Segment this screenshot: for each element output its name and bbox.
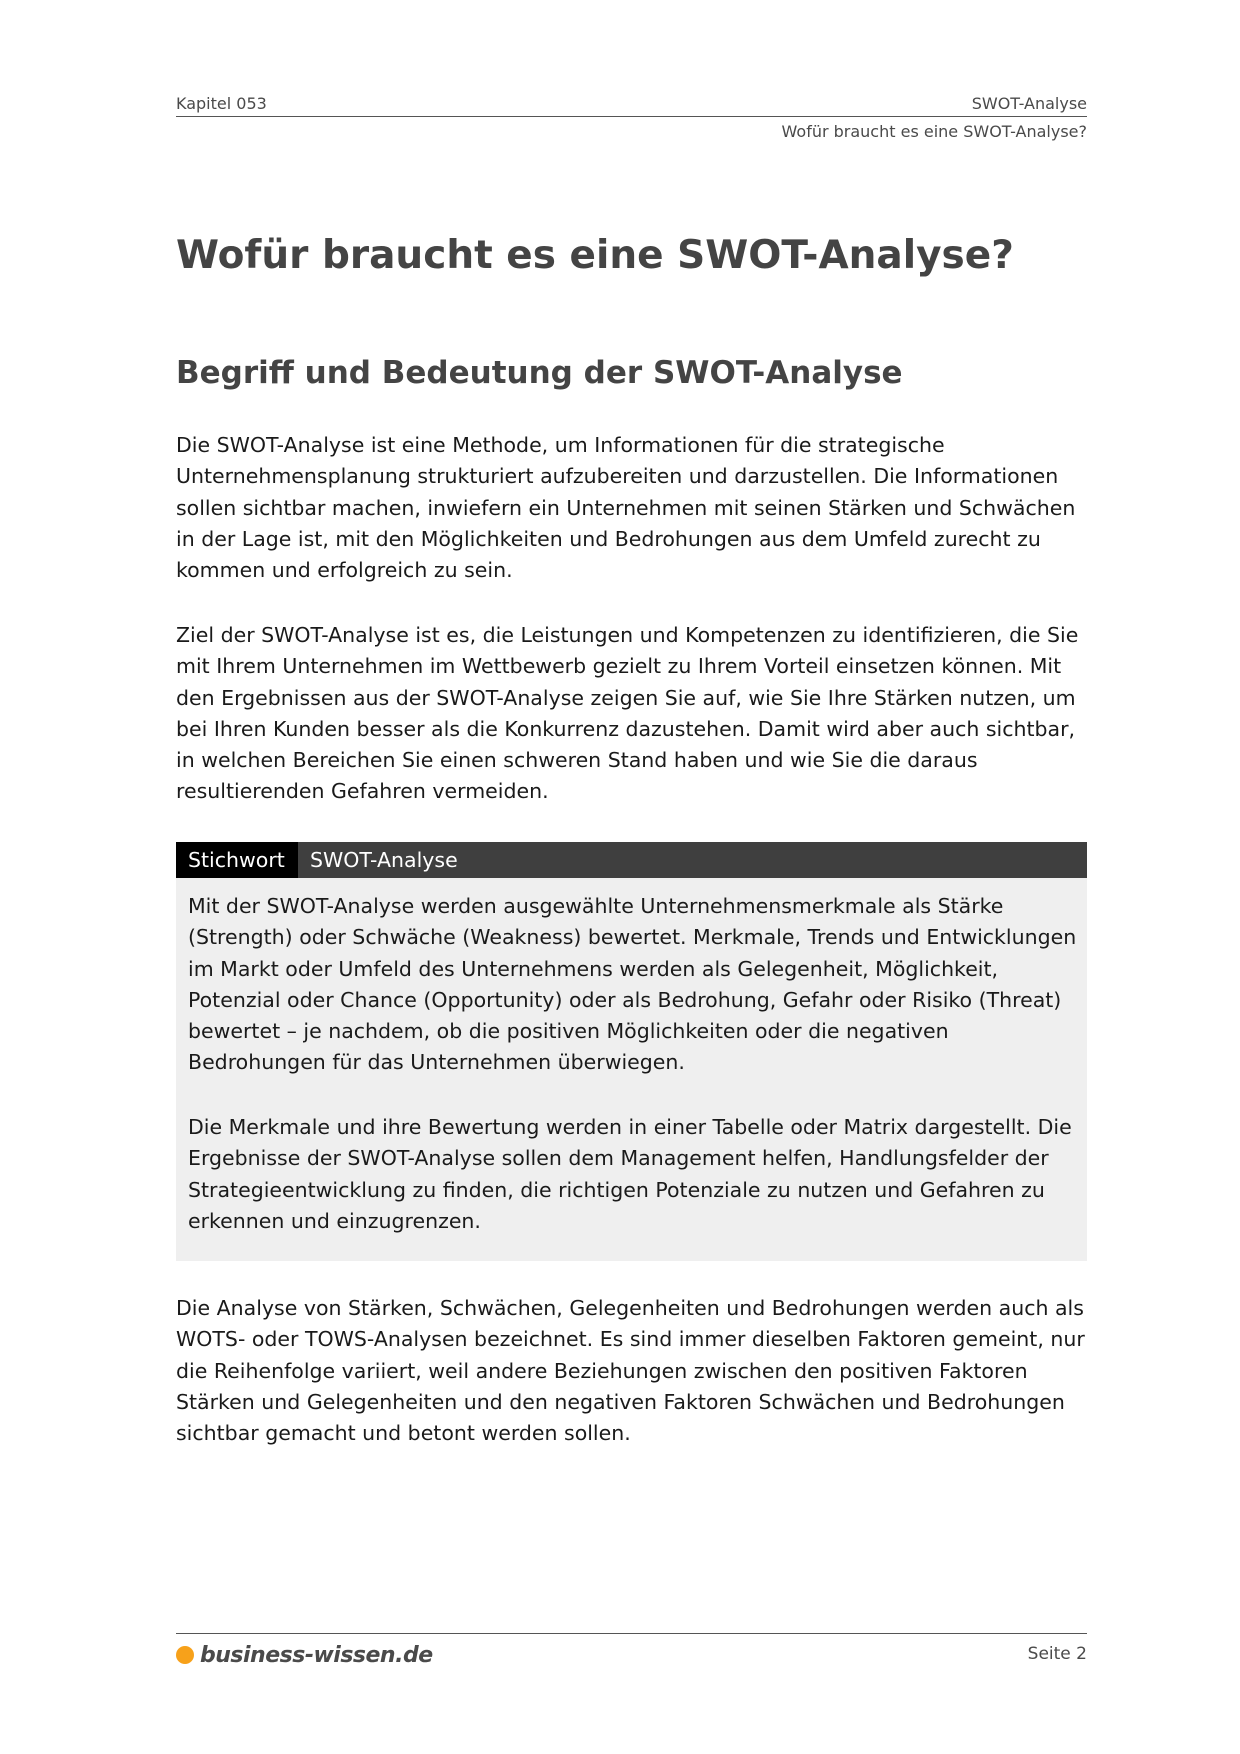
body-paragraph: Die SWOT-Analyse ist eine Methode, um Informationen für die strategische Unternehmensplanung strukturiert aufzubereiten und darzustellen. Die Informationen sollen sichtbar machen, inwiefern ein Unternehmen mit seinen Stärken und Schwächen in der Lage ist, mit den Möglichkeiten und Bedrohungen aus dem Umfeld zurecht zu kommen und erfolgreich zu sein. xyxy=(176,433,1076,583)
footer-divider xyxy=(176,1633,1087,1634)
header-divider xyxy=(176,116,1087,117)
keyword-paragraph: Mit der SWOT-Analyse werden ausgewählte Unternehmensmerkmale als Stärke (Strength) oder Schwäche (Weakness) bewertet. Merkmale, Trends und Entwicklungen im Markt oder Umfeld des Unternehmens werden als Gelegenheit, Möglichkeit, Potenzial oder Chance (Opportunity) oder als Bedrohung, Gefahr oder Risiko (Threat) bewertet – je nachdem, ob die positiven Möglichkeiten oder die negativen Bedrohungen für das Unternehmen überwiegen. xyxy=(188,894,1077,1075)
header-subtopic: Wofür braucht es eine SWOT-Analyse? xyxy=(781,122,1087,141)
logo-dot-icon xyxy=(176,1646,194,1664)
header-chapter: Kapitel 053 xyxy=(176,94,267,113)
keyword-term: SWOT-Analyse xyxy=(310,848,458,872)
body-paragraph: Ziel der SWOT-Analyse ist es, die Leistungen und Kompetenzen zu identifizieren, die Sie mit Ihrem Unternehmen im Wettbewerb gezielt zu Ihrem Vorteil einsetzen können. Mit den Ergebnissen aus der SWOT-Analyse zeigen Sie auf, wie Sie Ihre Stärken nutzen, um bei Ihren Kunden besser als die Konkurrenz dazustehen. Damit wird aber auch sichtbar, in welchen Bereichen Sie einen schweren Stand haben und wie Sie die daraus resultierenden Gefahren vermeiden. xyxy=(176,623,1079,804)
keyword-paragraph: Die Merkmale und ihre Bewertung werden in einer Tabelle oder Matrix dargestellt. Die Ergebnisse der SWOT-Analyse sollen dem Management helfen, Handlungsfelder der Strategieentwicklung zu finden, die richtigen Potenziale zu nutzen und Gefahren zu erkennen und einzugrenzen. xyxy=(188,1115,1072,1233)
page-number: Seite 2 xyxy=(1027,1644,1087,1664)
logo-text: business-wissen.de xyxy=(200,1642,433,1668)
keyword-box-body xyxy=(176,878,1087,1261)
keyword-tag: Stichwort xyxy=(176,842,298,878)
keyword-box-header xyxy=(176,842,1087,878)
logo xyxy=(176,1640,433,1670)
page-title: Wofür braucht es eine SWOT-Analyse? xyxy=(176,233,1014,278)
header-topic: SWOT-Analyse xyxy=(971,94,1087,113)
section-heading: Begriff und Bedeutung der SWOT-Analyse xyxy=(176,355,903,391)
body-paragraph: Die Analyse von Stärken, Schwächen, Gelegenheiten und Bedrohungen werden auch als WOTS- oder TOWS-Analysen bezeichnet. Es sind immer dieselben Faktoren gemeint, nur die Reihenfolge variiert, weil andere Beziehungen zwischen den positiven Faktoren Stärken und Gelegenheiten und den negativen Faktoren Schwächen und Bedrohungen sichtbar gemacht und betont werden sollen. xyxy=(176,1296,1085,1446)
